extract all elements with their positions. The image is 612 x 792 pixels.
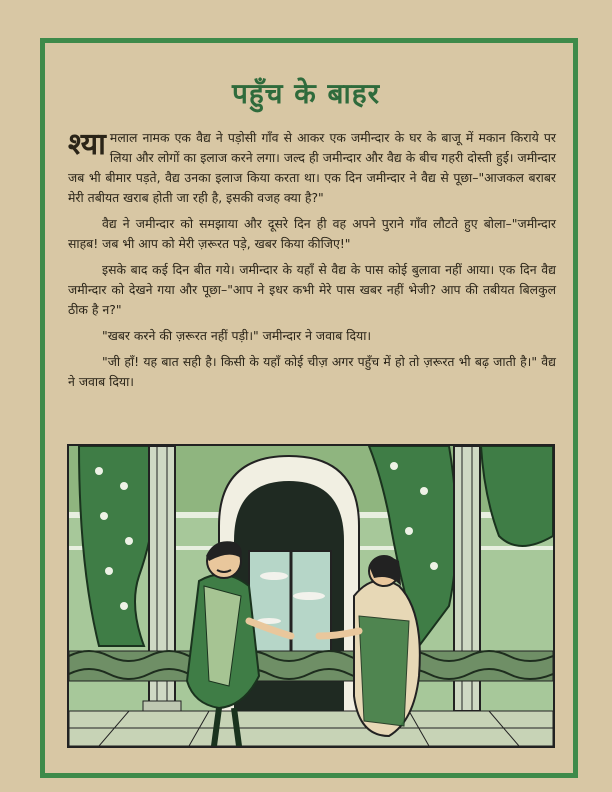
paragraph-3: इसके बाद कई दिन बीत गये। जमीन्दार के यहाँ से वैद्य के पास कोई बुलावा नहीं आया। एक दिन वैद्य जमीन्दार को देखने गया और पूछा–"आप ने इधर कभी मेरे पास खबर नहीं भेजी? आप की तबीयत बिलकुल ठीक है न?" bbox=[68, 262, 556, 317]
paragraph-5: "जी हाँ! यह बात सही है। किसी के यहाँ कोई चीज़ अगर पहुँच में हो तो ज़रूरत भी बढ़ जाती है।" वैद्य ने जवाब दिया। bbox=[68, 354, 556, 389]
paragraph-1 bbox=[68, 128, 556, 208]
paragraph-4: "खबर करने की ज़रूरत नहीं पड़ी।" जमीन्दार ने जवाब दिया। bbox=[102, 328, 372, 343]
story-illustration bbox=[67, 444, 555, 748]
dropcap: श्या bbox=[68, 127, 106, 162]
paragraph-2: वैद्य ने जमीन्दार को समझाया और दूसरे दिन ही वह अपने पुराने गाँव लौटते हुए बोला–"जमीन्दार साहब! जब भी आप को मेरी ज़रूरत पड़े, खबर किया कीजिए!" bbox=[68, 216, 556, 251]
story-title: पहुँच के बाहर bbox=[231, 77, 381, 110]
story-text bbox=[68, 128, 556, 398]
paragraph-1-text: मलाल नामक एक वैद्य ने पड़ोसी गाँव से आकर एक जमीन्दार के घर के बाजू में मकान किराये पर लिया और लोगों का इलाज करने लगा। जल्द ही जमीन्दार और वैद्य के बीच गहरी दोस्ती हुई। जमीन्दार जब भी बीमार पड़ते, वैद्य उनका इलाज किया करता था। एक दिन जमीन्दार ने वैद्य से पूछा–"आजकल बराबर मेरी तबीयत खराब होती जा रही है, इसकी वजह क्या है?" bbox=[68, 130, 556, 205]
